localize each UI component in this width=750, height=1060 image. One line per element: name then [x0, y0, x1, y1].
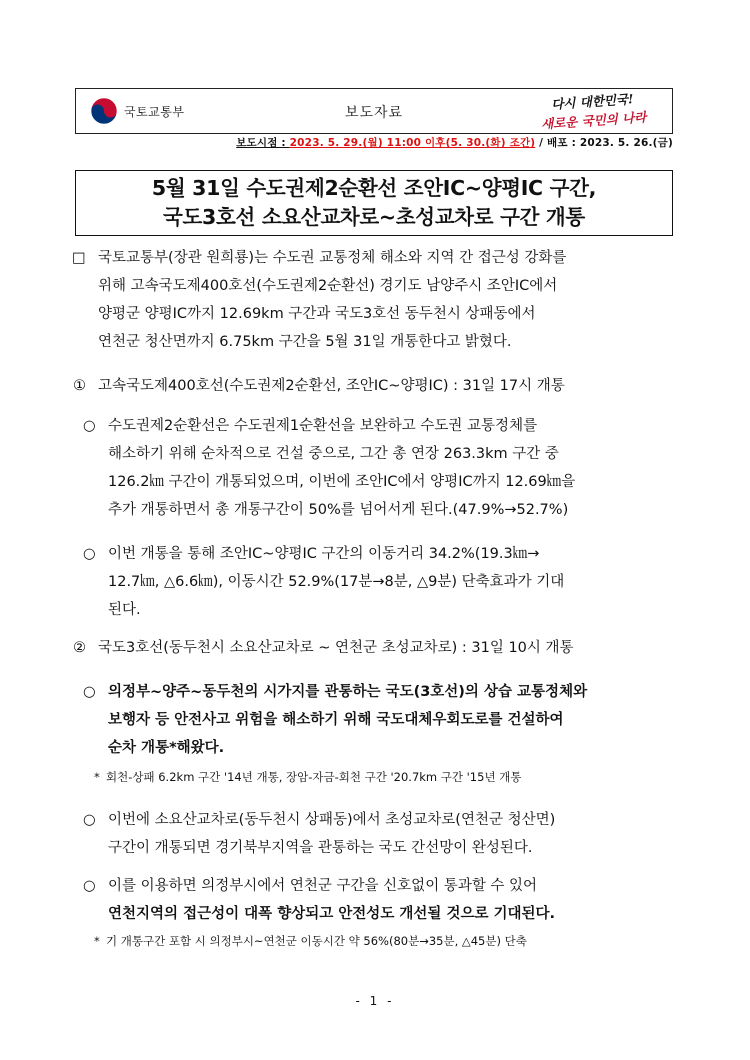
- bullet-line: 이를 이용하면 의정부시에서 연천군 구간을 신호없이 통과할 수 있어: [108, 878, 538, 894]
- bullet-marker: ○: [83, 684, 96, 700]
- bullet-line: 126.2㎞ 구간이 개통되었으며, 이번에 조안IC에서 양평IC까지 12.69㎞을: [108, 474, 576, 490]
- ministry-name: 국토교통부: [124, 105, 185, 119]
- bullet-marker: ○: [83, 878, 96, 894]
- intro-line: 국토교통부(장관 원희룡)는 수도권 교통정체 해소와 지역 간 접근성 강화를: [98, 250, 567, 266]
- slogan-line1: 다시 대한민국!: [550, 91, 634, 112]
- bullet-line: 이번에 소요산교차로(동두천시 상패동)에서 초성교차로(연천군 청산면): [108, 812, 556, 828]
- bullet-line: 연천지역의 접근성이 대폭 향상되고 안전성도 개선될 것으로 기대된다.: [108, 906, 556, 922]
- intro-box-marker: □: [72, 250, 86, 266]
- bullet-line: 순차 개통*해왔다.: [108, 740, 225, 756]
- distribution-date: 배포 : 2023. 5. 26.(금): [547, 137, 673, 149]
- bullet-line: 된다.: [108, 602, 141, 618]
- section2-heading: 국도3호선(동두천시 소요산교차로 ~ 연천군 초성교차로) : 31일 10시 개통: [98, 640, 574, 656]
- document-type: 보도자료: [344, 105, 404, 121]
- slogan-calligraphy: [523, 87, 663, 135]
- page-number: - 1 -: [355, 994, 395, 1008]
- bullet-line: 보행자 등 안전사고 위험을 해소하기 위해 국도대체우회도로를 건설하여: [108, 712, 564, 728]
- release-time: 2023. 5. 29.(월) 11:00 이후(5. 30.(화) 조간): [289, 137, 536, 149]
- section1-marker: ①: [73, 378, 86, 394]
- bullet-marker: ○: [83, 812, 96, 828]
- section2-marker: ②: [73, 640, 86, 656]
- footnote: 기 개통구간 포함 시 의정부시~연천군 이동시간 약 56%(80분→35분, △45분) 단축: [106, 934, 527, 948]
- slogan-line2: 새로운 국민의 나라: [540, 109, 647, 132]
- bullet-marker: ○: [83, 546, 96, 562]
- header-box: [75, 88, 673, 134]
- release-separator: /: [535, 137, 548, 149]
- release-label: 보도시점 :: [236, 137, 290, 149]
- bullet-line: 이번 개통을 통해 조안IC~양평IC 구간의 이동거리 34.2%(19.3㎞→: [108, 546, 540, 562]
- section1-heading: 고속국도제400호선(수도권제2순환선, 조안IC~양평IC) : 31일 17시 개통: [98, 378, 565, 394]
- bullet-line: 12.7㎞, △6.6㎞), 이동시간 52.9%(17분→8분, △9분) 단축효과가 기대: [108, 574, 565, 590]
- bullet-line: 구간이 개통되면 경기북부지역을 관통하는 국도 간선망이 완성된다.: [108, 840, 533, 856]
- footnote-marker: *: [94, 770, 100, 784]
- footnote-marker: *: [94, 934, 100, 948]
- title-line2: 국도3호선 소요산교차로~초성교차로 구간 개통: [163, 205, 585, 229]
- bullet-line: 의정부~양주~동두천의 시가지를 관통하는 국도(3호선)의 상습 교통정체와: [108, 684, 588, 700]
- bullet-line: 수도권제2순환선은 수도권제1순환선을 보완하고 수도권 교통정체를: [108, 418, 538, 434]
- title-box: [75, 170, 673, 236]
- bullet-marker: ○: [83, 418, 96, 434]
- title-line1: 5월 31일 수도권제2순환선 조안IC~양평IC 구간,: [151, 176, 597, 200]
- intro-line: 연천군 청산면까지 6.75km 구간을 5월 31일 개통한다고 밝혔다.: [98, 334, 512, 350]
- footnote: 회천-상패 6.2km 구간 '14년 개통, 장암-자금-회천 구간 '20.7km 구간 '15년 개통: [106, 770, 522, 784]
- intro-line: 위해 고속국도제400호선(수도권제2순환선) 경기도 남양주시 조안IC에서: [98, 278, 558, 294]
- release-info: [75, 135, 673, 150]
- intro-line: 양평군 양평IC까지 12.69km 구간과 국도3호선 동두천시 상패동에서: [98, 306, 536, 322]
- bullet-line: 추가 개통하면서 총 개통구간이 50%를 넘어서게 된다.(47.9%→52.7%): [108, 502, 569, 518]
- bullet-line: 해소하기 위해 순차적으로 건설 중으로, 그간 총 연장 263.3km 구간 중: [108, 446, 559, 462]
